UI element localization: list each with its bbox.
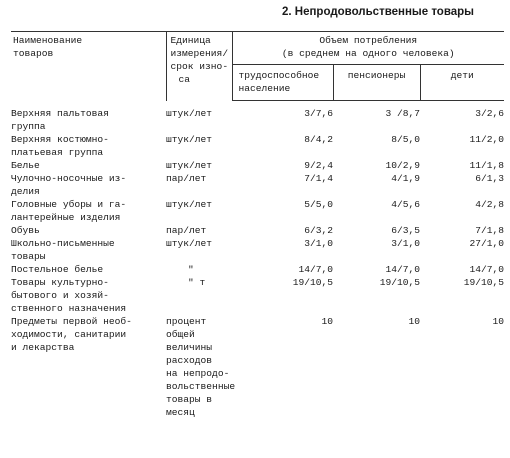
item-name: [11, 172, 166, 198]
item-unit-line: общей: [166, 328, 195, 340]
header-unit: [166, 32, 232, 101]
value-v3: 27/1,0: [469, 237, 505, 249]
value-v3: 4/2,8: [475, 198, 505, 210]
item-unit: ": [188, 263, 194, 275]
item-name-line: делия: [11, 185, 40, 197]
value-v1: 6/3,2: [304, 224, 333, 236]
section-title: 2. Непродовольственные товары: [282, 6, 474, 18]
item-name-line: Головные уборы и га-: [11, 198, 127, 210]
item-name: [11, 159, 166, 172]
item-name-line: Верхняя пальтовая: [11, 107, 109, 119]
item-name-line: Белье: [11, 159, 40, 171]
value-v2: 14/7,0: [385, 263, 420, 275]
table-row: [11, 263, 504, 276]
item-name-line: Обувь: [11, 224, 40, 236]
value-v1: 7/1,4: [304, 172, 333, 184]
value-v3: 11/1,8: [469, 159, 505, 171]
item-name: [11, 263, 166, 276]
table-body: [11, 101, 504, 419]
header-consumption-line: (в среднем на одного человека): [281, 48, 455, 59]
group-label: пенсионеры: [347, 70, 406, 81]
table-row: [11, 198, 504, 224]
item-name-line: Товары культурно-: [11, 276, 109, 288]
item-unit-line: величины: [166, 341, 213, 353]
item-name-line: ственного назначения: [11, 302, 127, 314]
value-v3: 10: [492, 315, 505, 327]
table-row: [11, 276, 504, 315]
value-v2: 3 /8,7: [385, 108, 420, 119]
value-v1: 8/4,2: [304, 133, 333, 145]
item-unit: пар/лет: [166, 172, 207, 184]
item-name-line: бытового и хозяй-: [11, 289, 109, 301]
item-name: [11, 101, 166, 133]
item-name-line: группа: [11, 120, 46, 132]
value-v2: 6/3,5: [391, 224, 420, 236]
value-v3: 11/2,0: [469, 133, 505, 145]
group-working-age: [232, 65, 333, 101]
header-consumption-line: Объем потребления: [319, 35, 418, 46]
header-unit-line: Единица: [170, 35, 211, 46]
value-v2: 4/1,9: [391, 172, 420, 184]
item-unit: штук/лет: [166, 133, 213, 145]
item-name: [11, 198, 166, 224]
item-name: [11, 224, 166, 237]
table-row: [11, 237, 504, 263]
group-label: трудоспособное: [238, 70, 320, 81]
group-pensioners: [333, 65, 420, 101]
table-row: [11, 315, 504, 419]
item-unit: штук/лет: [166, 237, 213, 249]
item-name-line: платьевая группа: [11, 146, 104, 158]
item-unit-line: расходов: [166, 354, 213, 366]
item-unit: пар/лет: [166, 224, 207, 236]
value-v1: 14/7,0: [298, 263, 333, 275]
item-name: [11, 237, 166, 263]
item-unit: [166, 315, 236, 419]
table-row: [11, 224, 504, 237]
item-unit: штук/лет: [166, 159, 213, 171]
group-children: [420, 65, 504, 101]
item-name-line: Школьно-письменные: [11, 237, 115, 249]
header-unit-line: срок изно-: [170, 61, 229, 72]
item-name-line: ходимости, санитарии: [11, 328, 127, 340]
value-v1: 19/10,5: [292, 276, 333, 288]
item-unit-line: вольственные: [166, 380, 236, 392]
value-v1: 10: [321, 315, 333, 327]
item-unit: " т: [188, 276, 206, 288]
value-v3: 6/1,3: [475, 172, 505, 184]
item-name-line: товары: [11, 250, 46, 262]
table-row: [11, 101, 504, 133]
value-v2: 4/5,6: [391, 198, 420, 210]
value-v1: 3/1,0: [304, 237, 333, 249]
value-v2: 10/2,9: [385, 159, 420, 171]
value-v3: 19/10,5: [463, 276, 505, 288]
item-unit: штук/лет: [166, 198, 213, 210]
value-v1: 9/2,4: [304, 159, 333, 171]
header-unit-line: измерения/: [170, 48, 229, 59]
item-unit-line: месяц: [166, 406, 195, 418]
header-name-line: товаров: [13, 48, 54, 59]
header-unit-line: са: [178, 74, 191, 85]
item-name-line: лантерейные изделия: [11, 211, 121, 223]
item-name: [11, 133, 166, 159]
group-label: дети: [450, 70, 474, 81]
value-v3: 14/7,0: [469, 263, 505, 275]
item-unit-line: процент: [166, 315, 207, 327]
item-unit: штук/лет: [166, 107, 213, 119]
header-name: [11, 32, 166, 101]
value-v2: 19/10,5: [379, 276, 420, 288]
item-name: [11, 315, 166, 419]
group-label: население: [238, 83, 291, 94]
item-name-line: Предметы первой необ-: [11, 315, 132, 327]
value-v3: 7/1,8: [475, 224, 505, 236]
value-v2: 3/1,0: [391, 237, 420, 249]
table-row: [11, 172, 504, 198]
item-unit-line: на непродо-: [166, 367, 230, 379]
value-v3: 3/2,6: [475, 108, 505, 119]
item-name: [11, 276, 166, 315]
header-consumption: [232, 32, 504, 65]
header-name-line: Наименование: [13, 35, 83, 46]
value-v2: 10: [408, 315, 420, 327]
item-name-line: Чулочно-носочные из-: [11, 172, 127, 184]
item-name-line: Верхняя костюмно-: [11, 133, 109, 145]
table-header-row: [11, 32, 504, 65]
item-unit-line: товары в: [166, 393, 213, 405]
item-name-line: Постельное белье: [11, 263, 104, 275]
value-v1: 5/5,0: [304, 198, 333, 210]
table-row: [11, 133, 504, 159]
value-v2: 8/5,0: [391, 133, 420, 145]
item-name-line: и лекарства: [11, 341, 75, 353]
consumption-table: [11, 31, 504, 419]
table-row: [11, 159, 504, 172]
value-v1: 3/7,6: [304, 108, 333, 119]
